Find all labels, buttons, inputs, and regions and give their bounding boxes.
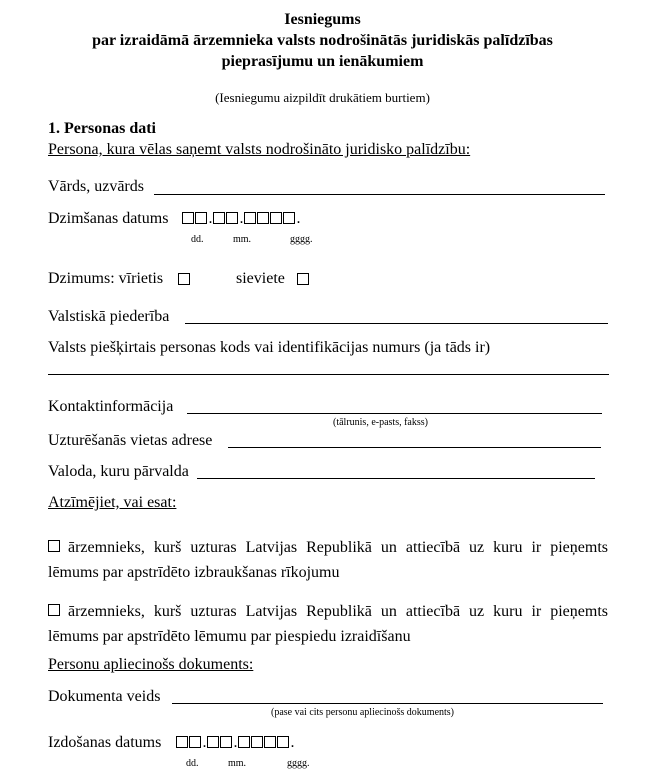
issue-date-boxes[interactable]: . . . <box>176 734 295 752</box>
address-field[interactable] <box>228 447 601 448</box>
language-field[interactable] <box>197 478 595 479</box>
gender-label: Dzimums: vīrietis <box>48 270 164 287</box>
document-heading: Personu apliecinošs dokuments: <box>48 656 254 673</box>
form-title-line3: pieprasījumu un ienākumiem <box>221 53 424 70</box>
birth-mm-hint: mm. <box>233 234 252 245</box>
birth-yyyy-hint: gggg. <box>290 234 313 245</box>
contact-field[interactable] <box>187 413 602 414</box>
issue-mm-hint: mm. <box>228 758 247 769</box>
option1-text: ārzemnieks, kurš uzturas Latvijas Republikā un attiecībā uz kuru ir pieņemts lēmums par apstrīdēto izbraukšanas rīkojumu <box>48 539 608 581</box>
citizenship-label: Valstiskā piederība <box>48 308 170 325</box>
gender-male-checkbox[interactable] <box>178 273 190 285</box>
option2-text: ārzemnieks, kurš uzturas Latvijas Republikā un attiecībā uz kuru ir pieņemts lēmums par apstrīdēto lēmumu par piespiedu izraidīšanu <box>48 603 608 645</box>
fill-instruction: (Iesniegumu aizpildīt drukātiem burtiem) <box>215 90 430 105</box>
gender-female-label: sieviete <box>236 270 285 287</box>
citizenship-field[interactable] <box>185 323 608 324</box>
language-label: Valoda, kuru pārvalda <box>48 463 189 480</box>
document-type-hint: (pase vai cits personu apliecinošs dokuments) <box>271 707 455 718</box>
document-type-label: Dokumenta veids <box>48 688 161 705</box>
contact-label: Kontaktinformācija <box>48 398 174 415</box>
document-type-field[interactable] <box>172 703 603 704</box>
birth-date-boxes[interactable]: . . . <box>182 210 301 228</box>
form-title-line1: Iesniegums <box>284 11 361 28</box>
issue-date-label: Izdošanas datums <box>48 734 162 751</box>
gender-female-checkbox[interactable] <box>297 273 309 285</box>
name-field[interactable] <box>154 194 605 195</box>
personal-id-field[interactable] <box>48 374 609 375</box>
issue-yyyy-hint: gggg. <box>287 758 310 769</box>
birth-dd-hint: dd. <box>191 234 204 245</box>
section-subheading: Persona, kura vēlas saņemt valsts nodrošināto juridisko palīdzību: <box>48 141 471 158</box>
birth-date-label: Dzimšanas datums <box>48 210 169 227</box>
personal-id-label: Valsts piešķirtais personas kods vai identifikācijas numurs (ja tāds ir) <box>48 339 491 356</box>
contact-hint: (tālrunis, e-pasts, fakss) <box>333 417 428 428</box>
mark-label: Atzīmējiet, vai esat: <box>48 494 177 511</box>
section-heading: 1. Personas dati <box>48 120 156 137</box>
name-label: Vārds, uzvārds <box>48 178 144 195</box>
address-label: Uzturēšanās vietas adrese <box>48 432 213 449</box>
form-title-line2: par izraidāmā ārzemnieka valsts nodrošinātās juridiskās palīdzības <box>92 32 553 49</box>
issue-dd-hint: dd. <box>186 758 199 769</box>
